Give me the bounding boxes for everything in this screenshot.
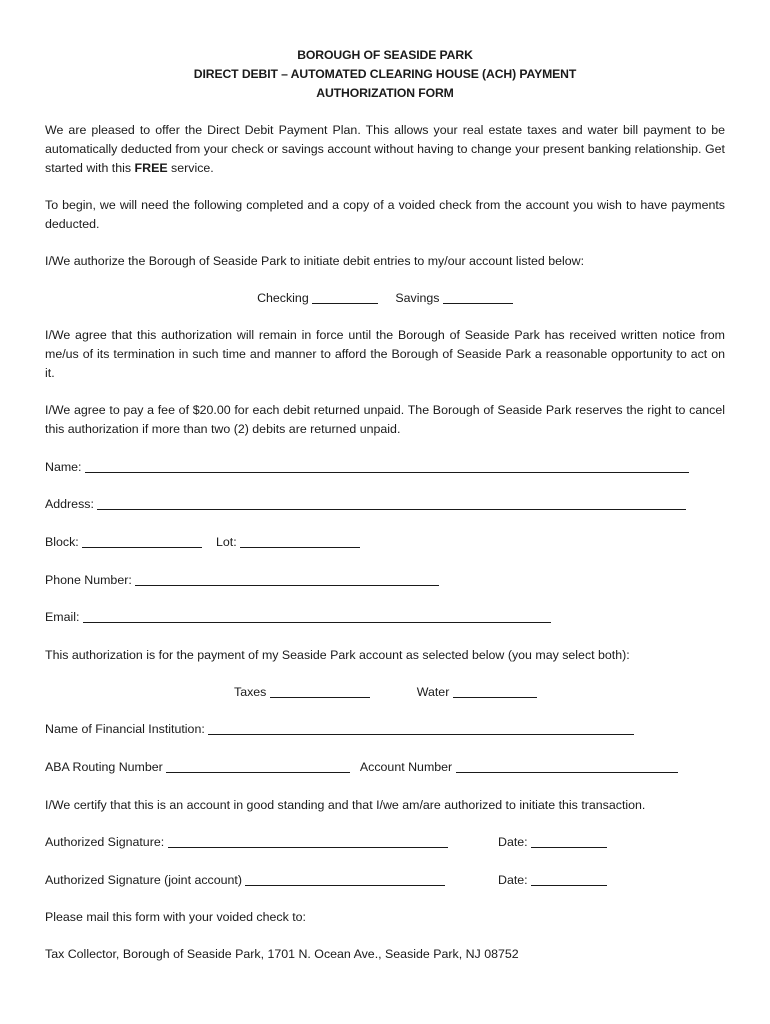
account-number-label: Account Number: [359, 760, 453, 774]
address-label: Address:: [45, 497, 94, 511]
joint-date-row: [498, 871, 607, 890]
savings-field[interactable]: [443, 290, 513, 304]
joint-date-field[interactable]: [531, 872, 607, 886]
account-number-field[interactable]: [456, 759, 678, 773]
joint-signature-row: [45, 871, 445, 890]
routing-field[interactable]: [166, 759, 350, 773]
name-field[interactable]: [85, 459, 689, 473]
mail-instructions: Please mail this form with your voided check to:: [45, 910, 307, 924]
joint-date-label: Date:: [498, 873, 528, 887]
begin-paragraph: To begin, we will need the following completed and a copy of a voided check from the account you wish to have payments deducted.: [45, 198, 725, 231]
routing-label: ABA Routing Number: [45, 760, 163, 774]
signature-date-label: Date:: [498, 835, 528, 849]
institution-row: [45, 720, 634, 739]
water-field[interactable]: [453, 684, 537, 698]
certify-paragraph: I/We certify that this is an account in good standing and that I/we am/are authorized to initiate this transaction.: [45, 798, 646, 812]
header-authorization-form: AUTHORIZATION FORM: [316, 86, 454, 100]
institution-label: Name of Financial Institution:: [45, 722, 205, 736]
intro-paragraph: [45, 121, 725, 178]
phone-field[interactable]: [135, 572, 439, 586]
email-row: [45, 608, 551, 627]
lot-label: Lot:: [215, 535, 237, 549]
signature-label: Authorized Signature:: [45, 835, 165, 849]
payment-select-paragraph: This authorization is for the payment of my Seaside Park account as selected below (you may select both):: [45, 648, 630, 662]
block-label: Block:: [45, 535, 79, 549]
mail-address: Tax Collector, Borough of Seaside Park, 1701 N. Ocean Ave., Seaside Park, NJ 08752: [45, 947, 519, 961]
checking-field[interactable]: [312, 290, 378, 304]
phone-row: [45, 571, 439, 590]
form-header: [45, 46, 725, 103]
fee-paragraph: I/We agree to pay a fee of $20.00 for each debit returned unpaid. The Borough of Seaside Park reserves the right to cancel this authorization if more than two (2) debits are returned unpaid.: [45, 403, 725, 436]
joint-signature-field[interactable]: [245, 872, 445, 886]
signature-field[interactable]: [168, 834, 448, 848]
checking-label: Checking: [257, 291, 309, 305]
header-direct-debit: DIRECT DEBIT – AUTOMATED CLEARING HOUSE (ACH) PAYMENT: [193, 67, 577, 81]
signature-date-row: [498, 833, 607, 852]
email-label: Email:: [45, 610, 80, 624]
name-label: Name:: [45, 460, 82, 474]
phone-label: Phone Number:: [45, 573, 132, 587]
payment-types-row: [234, 683, 537, 702]
agree-force-paragraph: I/We agree that this authorization will remain in force until the Borough of Seaside Park has received written notice from me/us of its termination in such time and manner to afford the Borough of Seaside Park a reasonable opportunity to act on it.: [45, 328, 725, 380]
account-type-row: [45, 289, 725, 308]
authorize-paragraph: I/We authorize the Borough of Seaside Park to initiate debit entries to my/our account listed below:: [45, 254, 585, 268]
ach-authorization-form: [45, 46, 725, 439]
block-field[interactable]: [82, 534, 202, 548]
savings-label: Savings: [395, 291, 440, 305]
intro-text-end: service.: [171, 161, 214, 175]
routing-account-row: [45, 758, 678, 777]
taxes-label: Taxes: [234, 685, 267, 699]
institution-field[interactable]: [208, 721, 634, 735]
block-lot-row: [45, 533, 360, 552]
joint-signature-label: Authorized Signature (joint account): [45, 873, 242, 887]
water-label: Water: [416, 685, 450, 699]
email-field[interactable]: [83, 609, 551, 623]
address-field[interactable]: [97, 496, 686, 510]
signature-date-field[interactable]: [531, 834, 607, 848]
name-row: [45, 458, 689, 477]
lot-field[interactable]: [240, 534, 360, 548]
taxes-field[interactable]: [270, 684, 370, 698]
signature-row: [45, 833, 448, 852]
header-borough: BOROUGH OF SEASIDE PARK: [297, 48, 473, 62]
intro-text: We are pleased to offer the Direct Debit Payment Plan. This allows your real estate taxes and water bill payment to be automatically deducted from your check or savings account without having to change your present banking relationship. Get started with this: [45, 123, 725, 175]
address-row: [45, 495, 686, 514]
free-emphasis: FREE: [134, 161, 168, 175]
